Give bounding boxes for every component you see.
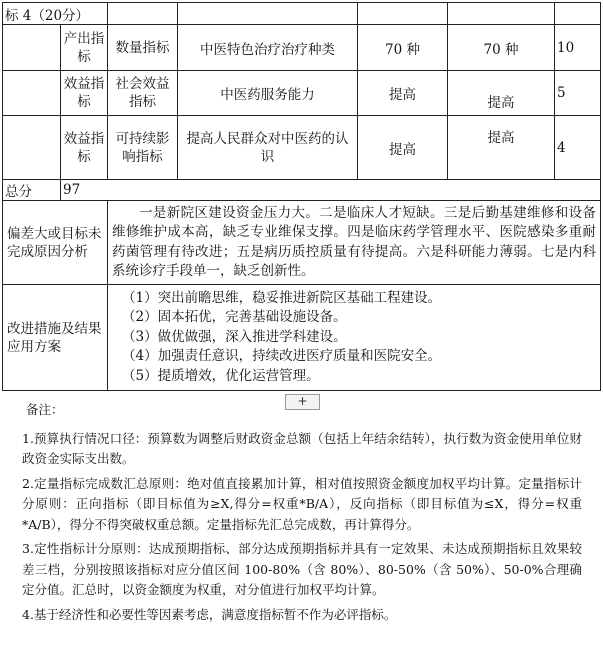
indicator-header-cell: 标 4（20分） (3, 3, 108, 25)
indicator-name: 提高人民群众对中医药的认识 (178, 116, 358, 180)
actual-value: 提高 (448, 116, 555, 180)
table-row (3, 116, 601, 180)
deviation-text: 一是新院区建设资金压力大。二是临床人才短缺。三是后勤基建维修和设备维修维护成本高，缺乏专业维保支撑。四是临床药学管理水平、医院感染多重耐药菌管理有待改进；五是病历质控质量有待提高。六是科研能力薄弱。七是内科系统诊疗手段单一，缺乏创新性。 (108, 201, 601, 285)
table-row (3, 71, 601, 116)
notes-title: 备注： (26, 402, 64, 417)
target-value: 70 种 (358, 25, 448, 71)
indicator-subcategory: 数量指标 (108, 25, 178, 71)
target-value: 提高 (358, 116, 448, 180)
indicator-category: 效益指标 (61, 71, 108, 116)
deviation-label: 偏差大或目标未完成原因分析 (3, 201, 108, 285)
indicator-category: 效益指标 (61, 116, 108, 180)
improvement-row (3, 285, 601, 391)
note-item: 4.基于经济性和必要性等因素考虑，满意度指标暂不作为必评指标。 (22, 606, 397, 622)
note-item: 2.定量指标完成数汇总原则：绝对值直接累加计算，相对值按照资金额度加权平均计算。定量指标计分原则：正向指标（即目标值为≥X,得分=权重*B/A），反向指标（即目标值为≤X，得分=权重*A/B），得分不得突破权重总额。定量指标先汇总完成数，再计算得分。 (22, 475, 582, 532)
list-item: （2）固本拓优，完善基础设施设备。 (122, 309, 347, 326)
table-row (3, 25, 601, 71)
list-item: （5）提质增效，优化运营管理。 (122, 367, 320, 384)
score: 5 (555, 71, 601, 116)
note-item: 1.预算执行情况口径：预算数为调整后财政资金总额（包括上年结余结转），执行数为资金使用单位财政资金实际支出数。 (22, 430, 582, 466)
notes-section (22, 400, 582, 629)
indicator-name: 中医特色治疗治疗种类 (178, 25, 358, 71)
total-row (3, 180, 601, 201)
performance-table (2, 2, 601, 391)
improvement-label: 改进措施及结果应用方案 (3, 285, 108, 391)
list-item: （4）加强责任意识，持续改进医疗质量和医院安全。 (122, 348, 442, 365)
indicator-name: 中医药服务能力 (178, 71, 358, 116)
indicator-subcategory: 社会效益指标 (108, 71, 178, 116)
total-label: 总分 (3, 180, 61, 201)
indicator-subcategory: 可持续影响指标 (108, 116, 178, 180)
target-value: 提高 (358, 71, 448, 116)
list-item: （3）做优做强，深入推进学科建设。 (122, 328, 347, 345)
list-item: （1）突出前瞻思维，稳妥推进新院区基础工程建设。 (122, 289, 442, 306)
indicator-category: 产出指标 (61, 25, 108, 71)
note-item: 3.定性指标计分原则：达成预期指标、部分达成预期指标并具有一定效果、未达成预期指标且效果较差三档，分别按照该指标对应分值区间 100-80%（含 80%）、80-50%（含 50%）、50-0%合理确定分值。汇总时，以资金额度为权重，对分值进行加权平均计算。 (22, 541, 582, 597)
score: 4 (555, 116, 601, 180)
improvement-list (108, 285, 601, 391)
deviation-row (3, 201, 601, 285)
actual-value: 提高 (448, 71, 555, 116)
total-value: 97 (61, 180, 601, 201)
actual-value: 70 种 (448, 25, 555, 71)
add-row-button[interactable]: + (285, 394, 320, 410)
score: 10 (555, 25, 601, 71)
